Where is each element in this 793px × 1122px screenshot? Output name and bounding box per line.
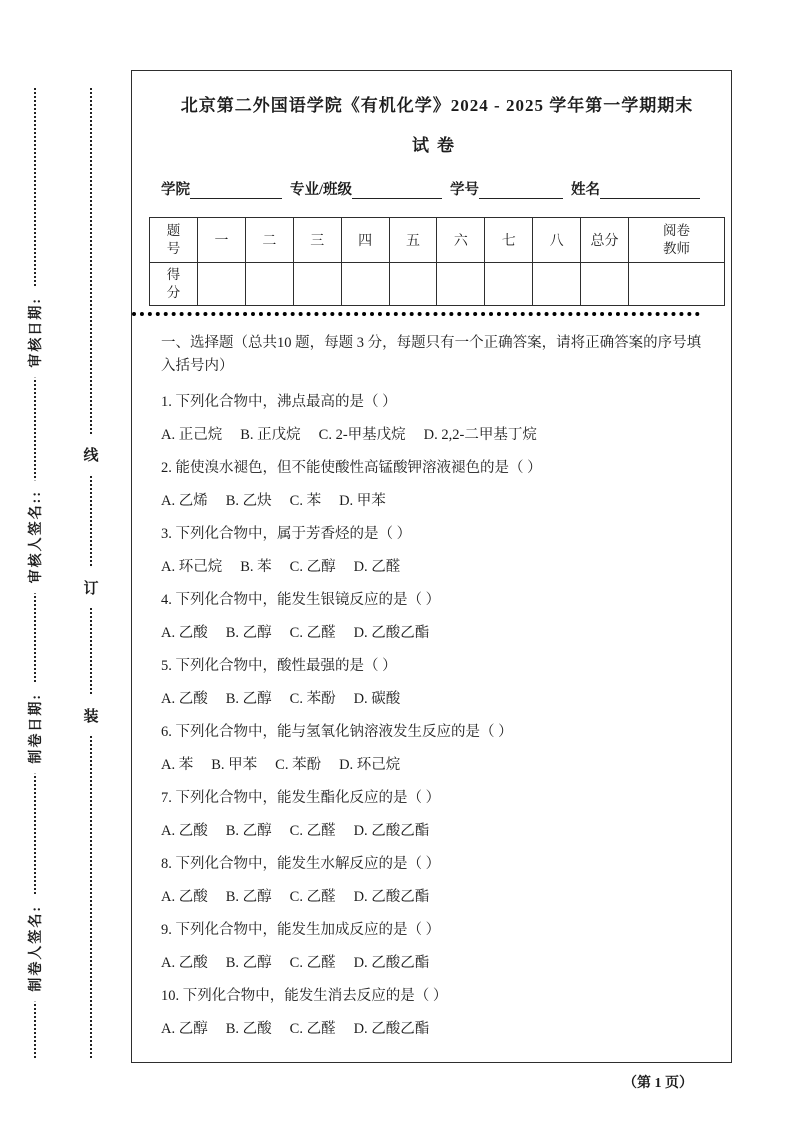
- exam-sheet: [131, 70, 732, 1063]
- option-d: D. 乙醛: [353, 558, 401, 575]
- score-cell-2: [245, 263, 293, 306]
- field-label-major-class: 专业/班级: [290, 182, 353, 199]
- option-c: C. 2-甲基戊烷: [318, 426, 406, 443]
- column-header-6: 六: [437, 218, 485, 263]
- question-options: [161, 623, 719, 643]
- question-options: [161, 755, 719, 775]
- option-c: C. 乙醛: [289, 1020, 336, 1037]
- score-table-corner-cell: [150, 218, 198, 263]
- option-b: B. 乙炔: [225, 492, 272, 509]
- corner-label: 题号: [166, 223, 181, 257]
- question-options: [161, 887, 719, 907]
- option-a: A. 乙酸: [161, 954, 208, 971]
- field-label-student-id: 学号: [450, 182, 480, 199]
- column-header-1: 一: [198, 218, 246, 263]
- question-item-7: [161, 788, 719, 841]
- score-row-label: 得分: [166, 267, 181, 301]
- option-a: A. 乙酸: [161, 888, 208, 905]
- margin-label-print-date: 制卷日期:: [25, 683, 45, 774]
- binding-margin-labels-rail: [29, 88, 44, 1058]
- question-options: [161, 1019, 719, 1039]
- score-cell-6: [437, 263, 485, 306]
- question-text: 8. 下列化合物中，能发生水解反应的是（ ）: [161, 855, 441, 872]
- option-d: D. 乙酸乙酯: [353, 954, 430, 971]
- option-c: C. 苯酚: [275, 756, 322, 773]
- section-one-heading: 一、选择题（总共10 题，每题 3 分，每题只有一个正确答案，请将正确答案的序号填入括号内）: [161, 335, 702, 375]
- question-text: 3. 下列化合物中，属于芳香烃的是（ ）: [161, 525, 412, 542]
- margin-label-reviewer-signature: 审核人签名::: [25, 480, 45, 593]
- question-options: [161, 491, 719, 511]
- option-c: C. 乙醛: [289, 822, 336, 839]
- option-d: D. 乙酸乙酯: [353, 624, 430, 641]
- score-cell-8: [533, 263, 581, 306]
- score-table: [149, 217, 725, 306]
- margin-label-printer-signature: 制卷人签名:: [25, 895, 45, 1002]
- option-b: B. 苯: [240, 558, 272, 575]
- binding-line-rail: [83, 88, 99, 1058]
- option-a: A. 乙酸: [161, 624, 208, 641]
- option-a: A. 正己烷: [161, 426, 223, 443]
- column-header-4: 四: [341, 218, 389, 263]
- option-d: D. 乙酸乙酯: [353, 1020, 430, 1037]
- score-cell-4: [341, 263, 389, 306]
- dotted-separator: [132, 312, 700, 316]
- column-header-8: 八: [533, 218, 581, 263]
- binding-char-xian: 线: [81, 435, 101, 474]
- option-c: C. 乙醛: [289, 888, 336, 905]
- option-b: B. 乙醇: [225, 954, 272, 971]
- score-row-label-cell: [150, 263, 198, 306]
- option-a: A. 乙醇: [161, 1020, 208, 1037]
- field-label-college: 学院: [161, 182, 190, 199]
- question-text: 5. 下列化合物中，酸性最强的是（ ）: [161, 657, 397, 674]
- score-cell-7: [485, 263, 533, 306]
- question-text: 2. 能使溴水褪色，但不能使酸性高锰酸钾溶液褪色的是（ ）: [161, 459, 542, 476]
- major-class-fill-line: [352, 181, 442, 199]
- column-header-3: 三: [293, 218, 341, 263]
- option-c: C. 乙醛: [289, 624, 336, 641]
- question-item-10: [161, 986, 719, 1039]
- question-options: [161, 425, 719, 445]
- grader-label: 阅卷教师: [662, 223, 690, 257]
- field-label-name: 姓名: [571, 182, 601, 199]
- question-list: [161, 392, 719, 1039]
- option-b: B. 乙酸: [225, 1020, 272, 1037]
- score-cell-1: [198, 263, 246, 306]
- college-fill-line: [190, 181, 282, 199]
- option-c: C. 乙醛: [289, 954, 336, 971]
- column-header-total: 总分: [581, 218, 629, 263]
- question-text: 1. 下列化合物中，沸点最高的是（ ）: [161, 393, 397, 410]
- exam-title-line2: 试卷: [412, 136, 462, 156]
- question-item-6: [161, 722, 719, 775]
- option-d: D. 2,2-二甲基丁烷: [423, 426, 537, 443]
- question-text: 4. 下列化合物中，能发生银镜反应的是（ ）: [161, 591, 441, 608]
- option-b: B. 正戊烷: [240, 426, 301, 443]
- option-a: A. 乙烯: [161, 492, 208, 509]
- column-header-5: 五: [389, 218, 437, 263]
- question-options: [161, 821, 719, 841]
- binding-char-ding: 订: [81, 568, 101, 607]
- student-info-row: [161, 178, 719, 199]
- option-d: D. 乙酸乙酯: [353, 888, 430, 905]
- column-header-2: 二: [245, 218, 293, 263]
- option-d: D. 甲苯: [339, 492, 386, 509]
- option-a: A. 环己烷: [161, 558, 223, 575]
- question-item-4: [161, 590, 719, 643]
- option-b: B. 乙醇: [225, 624, 272, 641]
- score-cell-total: [581, 263, 629, 306]
- score-cell-grader: [629, 263, 725, 306]
- name-fill-line: [600, 181, 700, 199]
- question-text: 10. 下列化合物中，能发生消去反应的是（ ）: [161, 987, 448, 1004]
- exam-title-line1: 北京第二外国语学院《有机化学》2024 - 2025 学年第一学期期末: [180, 96, 694, 115]
- option-b: B. 甲苯: [211, 756, 258, 773]
- option-c: C. 乙醇: [289, 558, 336, 575]
- question-item-9: [161, 920, 719, 973]
- option-b: B. 乙醇: [225, 822, 272, 839]
- option-b: B. 乙醇: [225, 690, 272, 707]
- column-header-grader: [629, 218, 725, 263]
- option-d: D. 乙酸乙酯: [353, 822, 430, 839]
- question-item-5: [161, 656, 719, 709]
- option-c: C. 苯: [289, 492, 322, 509]
- option-d: D. 环己烷: [339, 756, 401, 773]
- binding-char-zhuang: 装: [81, 696, 101, 735]
- column-header-7: 七: [485, 218, 533, 263]
- question-text: 9. 下列化合物中，能发生加成反应的是（ ）: [161, 921, 441, 938]
- question-options: [161, 557, 719, 577]
- question-options: [161, 689, 719, 709]
- option-a: A. 苯: [161, 756, 194, 773]
- option-b: B. 乙醇: [225, 888, 272, 905]
- page-number: （第 1 页）: [623, 1076, 693, 1091]
- question-options: [161, 953, 719, 973]
- student-id-fill-line: [479, 181, 563, 199]
- question-text: 7. 下列化合物中，能发生酯化反应的是（ ）: [161, 789, 441, 806]
- score-table-score-row: [150, 263, 725, 306]
- option-d: D. 碳酸: [353, 690, 401, 707]
- question-text: 6. 下列化合物中，能与氢氧化钠溶液发生反应的是（ ）: [161, 723, 513, 740]
- score-cell-3: [293, 263, 341, 306]
- option-a: A. 乙酸: [161, 690, 208, 707]
- question-item-1: [161, 392, 719, 445]
- option-a: A. 乙酸: [161, 822, 208, 839]
- margin-label-review-date: 审核日期:: [25, 287, 45, 378]
- question-item-8: [161, 854, 719, 907]
- question-item-2: [161, 458, 719, 511]
- score-table-header-row: [150, 218, 725, 263]
- option-c: C. 苯酚: [289, 690, 336, 707]
- question-item-3: [161, 524, 719, 577]
- score-cell-5: [389, 263, 437, 306]
